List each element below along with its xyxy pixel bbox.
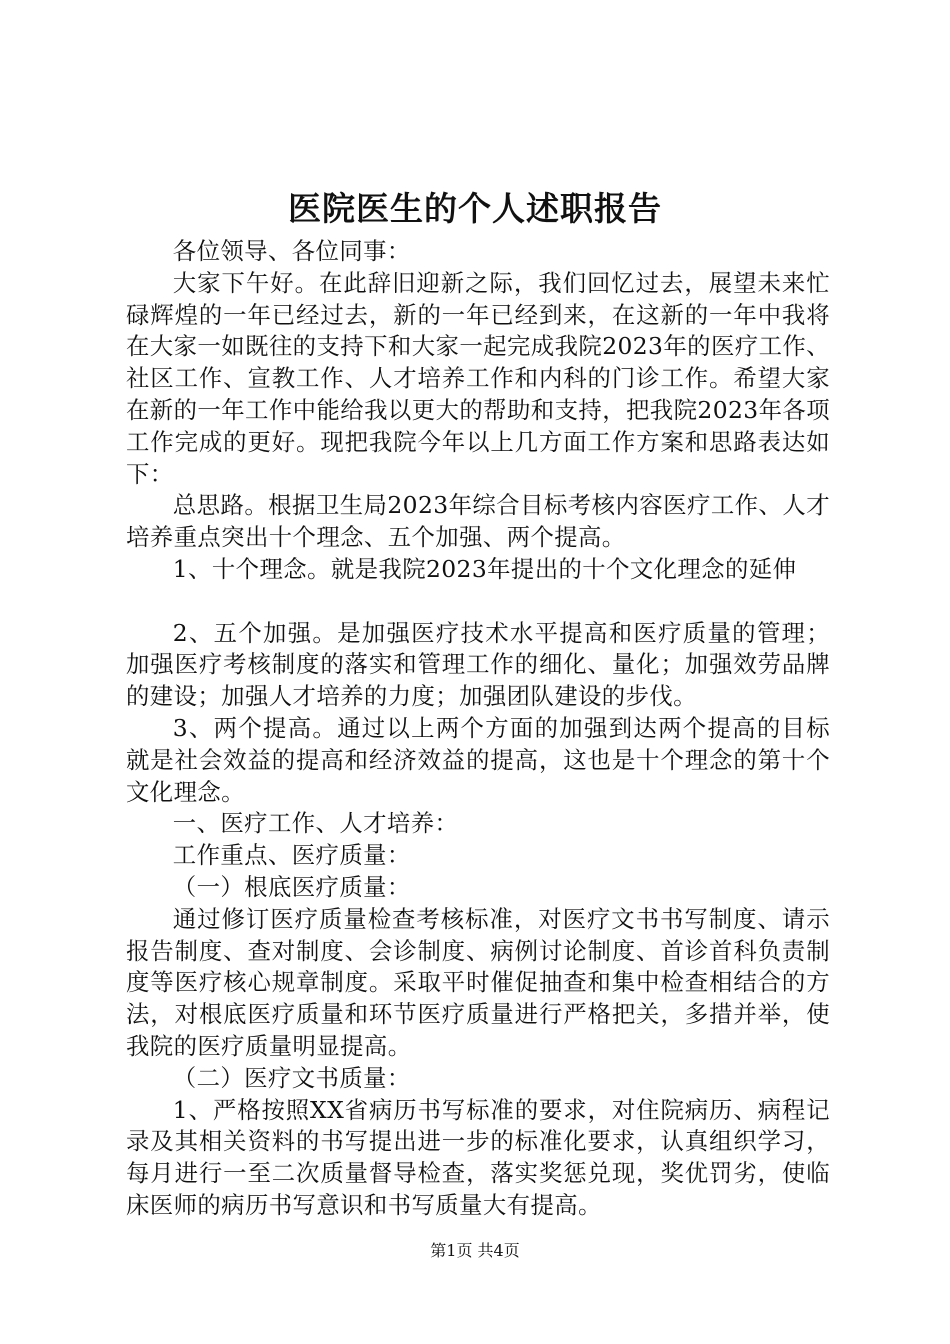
paragraph-ten-concepts: 1、十个理念。就是我院2023年提出的十个文化理念的延伸 <box>172 554 797 583</box>
document-body <box>126 236 830 1222</box>
paragraph-five-strengthenings: 2、五个加强。是加强医疗技术水平提高和医疗质量的管理；加强医疗考核制度的落实和管理工作的细化、量化；加强效劳品牌的建设；加强人才培养的力度；加强团队建设的步伐。 <box>126 618 830 711</box>
paragraph-greeting: 大家下午好。在此辞旧迎新之际，我们回忆过去，展望未来忙碌辉煌的一年已经过去，新的一年已经到来，在这新的一年中我将在大家一如既往的支持下和大家一起完成我院2023年的医疗工作、社区工作、宣教工作、人才培养工作和内科的门诊工作。希望大家在新的一年工作中能给我以更大的帮助和支持，把我院2023年各项工作完成的更好。现把我院今年以上几方面工作方案和思路表达如下： <box>126 268 830 488</box>
heading-section-one: 一、医疗工作、人才培养： <box>172 809 459 838</box>
paragraph-overall-idea: 总思路。根据卫生局2023年综合目标考核内容医疗工作、人才培养重点突出十个理念、五个加强、两个提高。 <box>126 491 830 552</box>
paragraph-salutation: 各位领导、各位同事： <box>172 237 411 265</box>
heading-document-quality: （二）医疗文书质量： <box>172 1063 411 1092</box>
heading-basic-quality: （一）根底医疗质量： <box>172 872 411 901</box>
heading-work-focus: 工作重点、医疗质量： <box>172 841 411 870</box>
paragraph-document-quality: 1、严格按照XX省病历书写标准的要求，对住院病历、病程记录及其相关资料的书写提出进一步的标准化要求，认真组织学习，每月进行一至二次质量督导检查，落实奖惩兑现，奖优罚劣，使临床医师的病历书写意识和书写质量大有提高。 <box>126 1095 830 1219</box>
page-number: 第1页 共4页 <box>430 1241 520 1260</box>
paragraph-basic-quality: 通过修订医疗质量检查考核标准，对医疗文书书写制度、请示报告制度、查对制度、会诊制度、病例讨论制度、首诊首科负责制度等医疗核心规章制度。采取平时催促抽查和集中检查相结合的方法，对根底医疗质量和环节医疗质量进行严格把关，多措并举，使我院的医疗质量明显提高。 <box>126 904 830 1060</box>
document-title: 医院医生的个人述职报告 <box>288 189 662 228</box>
paragraph-two-improvements: 3、两个提高。通过以上两个方面的加强到达两个提高的目标就是社会效益的提高和经济效益的提高，这也是十个理念的第十个文化理念。 <box>126 713 830 806</box>
